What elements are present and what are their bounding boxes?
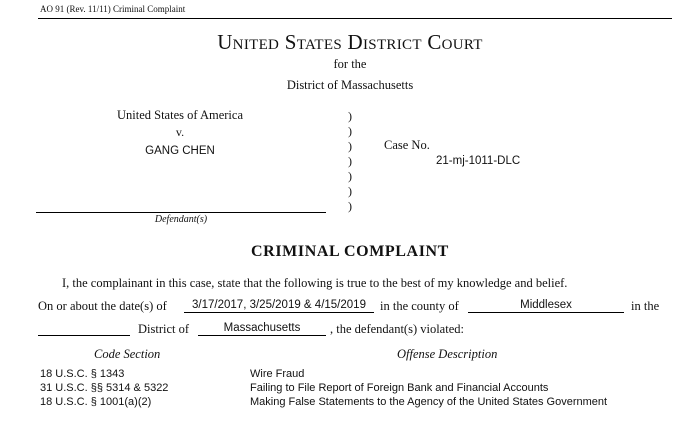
- caption-paren: ): [348, 154, 352, 168]
- versus-text: v.: [175, 125, 185, 139]
- violated-text: , the defendant(s) violated:: [330, 322, 464, 336]
- code-section-header: Code Section: [94, 347, 161, 361]
- charge-offense: Wire Fraud: [250, 368, 305, 380]
- offense-dates-field: 3/17/2017, 3/25/2019 & 4/15/2019: [184, 298, 374, 313]
- blank-field: [38, 321, 130, 336]
- charge-code: 18 U.S.C. § 1001(a)(2): [40, 396, 152, 408]
- defendant-label: Defendant(s): [154, 214, 208, 225]
- form-identifier: AO 91 (Rev. 11/11) Criminal Complaint: [40, 4, 186, 14]
- charge-offense: Failing to File Report of Foreign Bank and Financial Accounts: [250, 382, 549, 394]
- case-number-label: Case No.: [384, 138, 430, 152]
- court-title-text: United States District Court: [217, 30, 483, 54]
- header-rule: [38, 18, 672, 19]
- caption-paren: ): [348, 184, 352, 198]
- for-the-text: for the: [333, 57, 367, 71]
- defendant-signature-line: [36, 212, 326, 213]
- charge-offense: Making False Statements to the Agency of the United States Government: [250, 396, 608, 408]
- charge-code: 18 U.S.C. § 1343: [40, 368, 125, 380]
- plaintiff-name: United States of America: [116, 108, 243, 122]
- complaint-heading: CRIMINAL COMPLAINT: [251, 243, 449, 260]
- in-the-text: in the: [631, 299, 660, 313]
- county-label: in the county of: [380, 299, 459, 313]
- court-title: [0, 30, 700, 55]
- caption-paren: ): [348, 139, 352, 153]
- date-label: On or about the date(s) of: [38, 299, 167, 313]
- complainant-statement: I, the complainant in this case, state that the following is true to the best of my knowledge and belief.: [62, 276, 568, 290]
- district-field: Massachusetts: [198, 321, 326, 336]
- caption-paren: ): [348, 124, 352, 138]
- defendant-name: GANG CHEN: [145, 145, 215, 157]
- caption-paren: ): [348, 109, 352, 123]
- case-number: 21-mj-1011-DLC: [436, 155, 521, 167]
- district-name: District of Massachusetts: [286, 78, 414, 92]
- charge-code: 31 U.S.C. §§ 5314 & 5322: [40, 382, 169, 394]
- caption-paren: ): [348, 199, 352, 213]
- caption-paren: ): [348, 169, 352, 183]
- offense-description-header: Offense Description: [397, 347, 498, 361]
- district-label: District of: [138, 322, 190, 336]
- county-field: Middlesex: [468, 298, 624, 313]
